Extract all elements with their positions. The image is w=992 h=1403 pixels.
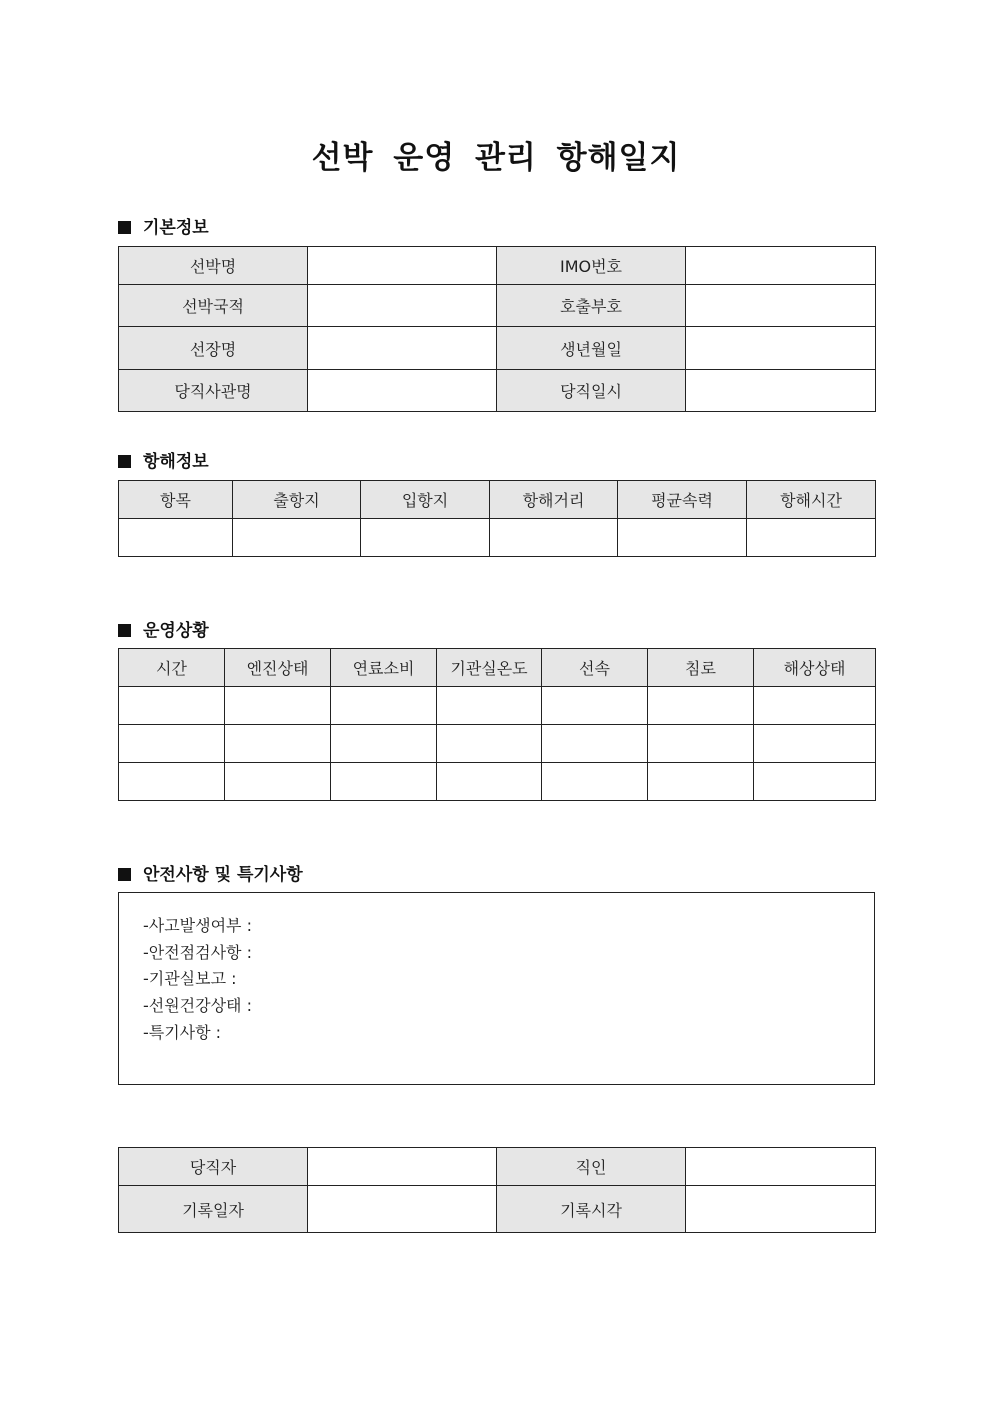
field-value[interactable] [308,285,497,327]
field-value[interactable] [686,1186,876,1233]
field-value[interactable] [308,1148,497,1186]
table-cell[interactable] [542,763,648,801]
table-cell[interactable] [119,687,225,725]
table-row [119,327,876,370]
table-row [119,519,876,557]
table-cell[interactable] [437,725,542,763]
section-heading-operation: 운영상황 [118,616,209,641]
table-cell[interactable] [754,763,876,801]
column-header: 시간 [119,649,225,687]
table-cell[interactable] [331,725,437,763]
column-header: 기관실온도 [437,649,542,687]
field-value[interactable] [686,327,876,370]
table-cell[interactable] [225,687,331,725]
table-cell[interactable] [542,725,648,763]
table-cell[interactable] [618,519,747,557]
section-heading-basic: 기본정보 [118,213,209,238]
operation-table [118,648,876,801]
column-header: 연료소비 [331,649,437,687]
field-label: 생년월일 [497,327,686,370]
field-label: 당직자 [119,1148,308,1186]
table-cell[interactable] [747,519,876,557]
table-row [119,285,876,327]
note-line: -기관실보고 : [143,969,237,988]
table-row [119,1186,876,1233]
table-cell[interactable] [754,687,876,725]
table-cell[interactable] [437,687,542,725]
table-row [119,370,876,412]
column-header: 항해거리 [490,481,618,519]
field-value[interactable] [686,370,876,412]
field-label: 기록일자 [119,1186,308,1233]
column-header: 선속 [542,649,648,687]
field-value[interactable] [308,327,497,370]
square-bullet-icon [118,455,131,468]
table-cell[interactable] [754,725,876,763]
column-header: 항목 [119,481,233,519]
column-header: 출항지 [233,481,361,519]
field-label: 당직일시 [497,370,686,412]
square-bullet-icon [118,868,131,881]
basic-info-table [118,246,876,412]
table-cell[interactable] [225,763,331,801]
field-label: 선박국적 [119,285,308,327]
table-cell[interactable] [331,763,437,801]
note-line: -선원건강상태 : [143,996,252,1015]
table-cell[interactable] [490,519,618,557]
table-cell[interactable] [119,519,233,557]
table-header-row [119,649,876,687]
field-value[interactable] [686,285,876,327]
table-cell[interactable] [331,687,437,725]
table-row [119,247,876,285]
column-header: 해상상태 [754,649,876,687]
note-line: -사고발생여부 : [143,916,252,935]
table-cell[interactable] [437,763,542,801]
table-cell[interactable] [542,687,648,725]
table-cell[interactable] [648,763,754,801]
column-header: 평균속력 [618,481,747,519]
document-title: 선박 운영 관리 항해일지 [311,140,681,176]
note-line: -안전점검사항 : [143,943,252,962]
table-cell[interactable] [648,687,754,725]
column-header: 입항지 [361,481,490,519]
field-value[interactable] [308,247,497,285]
table-row [119,1148,876,1186]
field-value[interactable] [308,1186,497,1233]
table-cell[interactable] [225,725,331,763]
section-heading-voyage: 항해정보 [118,447,209,472]
field-label: 선박명 [119,247,308,285]
field-label: IMO번호 [497,247,686,285]
column-header: 엔진상태 [225,649,331,687]
field-label: 당직사관명 [119,370,308,412]
table-row [119,687,876,725]
field-value[interactable] [308,370,497,412]
square-bullet-icon [118,221,131,234]
square-bullet-icon [118,624,131,637]
note-line: -특기사항 : [143,1023,222,1042]
field-value[interactable] [686,247,876,285]
voyage-info-table [118,480,876,557]
table-cell[interactable] [119,725,225,763]
field-label: 기록시각 [497,1186,686,1233]
table-cell[interactable] [119,763,225,801]
field-label: 선장명 [119,327,308,370]
table-cell[interactable] [361,519,490,557]
section-heading-safety: 안전사항 및 특기사항 [118,860,303,885]
field-label: 호출부호 [497,285,686,327]
field-value[interactable] [686,1148,876,1186]
table-cell[interactable] [233,519,361,557]
table-cell[interactable] [648,725,754,763]
column-header: 항해시간 [747,481,876,519]
signature-table [118,1147,876,1233]
column-header: 침로 [648,649,754,687]
table-row [119,725,876,763]
table-row [119,763,876,801]
safety-notes-box[interactable] [118,892,875,1085]
table-header-row [119,481,876,519]
field-label: 직인 [497,1148,686,1186]
